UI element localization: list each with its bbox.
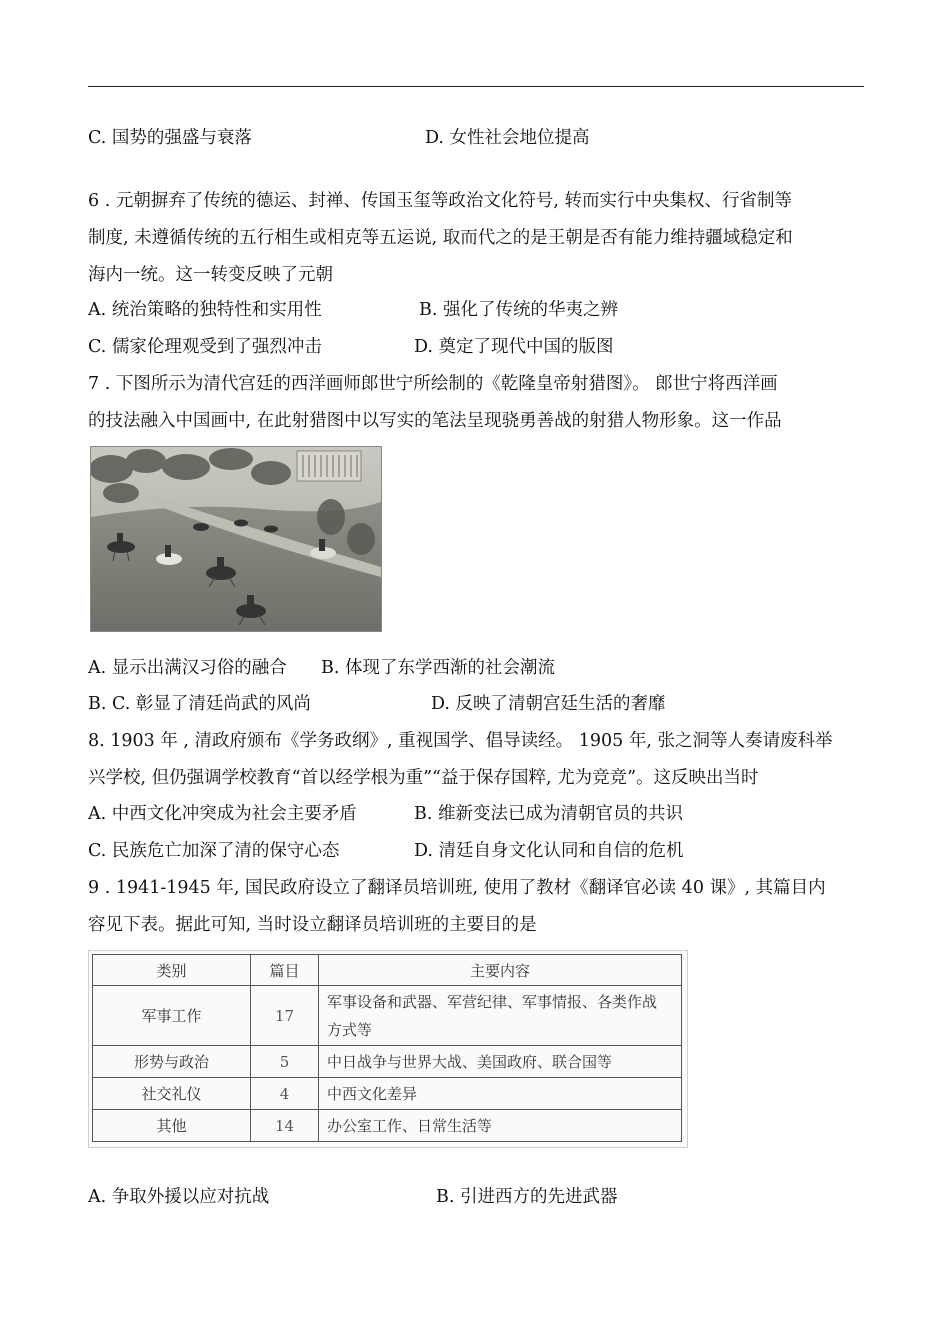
table-cell-content: 办公室工作、日常生活等	[319, 1110, 682, 1142]
table-cell-category: 其他	[93, 1110, 251, 1142]
table-cell-content	[319, 986, 682, 1046]
textbook-contents-table-image	[88, 950, 688, 1148]
table-cell-content: 中日战争与世界大战、美国政府、联合国等	[319, 1046, 682, 1078]
table-cell-content-line: 方式等	[327, 1020, 373, 1039]
q6-stem-line-2: 制度, 未遵循传统的五行相生或相克等五运说, 取而代之的是王朝是否有能力维持疆域稳定和	[88, 228, 793, 248]
q9-stem-line-1: 9 . 1941-1945 年, 国民政府设立了翻译员培训班, 使用了教材《翻译官必读 40 课》, 其篇目内	[88, 878, 826, 898]
q8-stem-line-1: 8. 1903 年 , 清政府颁布《学务政纲》, 重视国学、倡导读经。 1905 年, 张之洞等人奏请废科举	[88, 731, 833, 751]
table-row	[93, 986, 682, 1046]
table-cell-count: 4	[251, 1078, 319, 1110]
table-row	[93, 1078, 682, 1110]
q5-option-c: C. 国势的强盛与衰落	[88, 128, 252, 148]
table-row	[93, 1110, 682, 1142]
q6-stem-line-1: 6 . 元朝摒弃了传统的德运、封禅、传国玉玺等政治文化符号, 转而实行中央集权、行省制等	[88, 191, 792, 211]
q7-option-d: D. 反映了清朝宫廷生活的奢靡	[431, 694, 666, 714]
table-row	[93, 1046, 682, 1078]
q8-option-a: A. 中西文化冲突成为社会主要矛盾	[88, 804, 357, 824]
q6-stem-line-3: 海内一统。这一转变反映了元朝	[88, 265, 333, 285]
q8-option-b: B. 维新变法已成为清朝官员的共识	[414, 804, 683, 824]
q6-option-b: B. 强化了传统的华夷之辨	[419, 300, 618, 320]
table-cell-content: 中西文化差异	[319, 1078, 682, 1110]
painting-illustration	[91, 447, 381, 631]
table-cell-category: 军事工作	[93, 986, 251, 1046]
q6-option-d: D. 奠定了现代中国的版图	[414, 337, 614, 357]
q9-option-a: A. 争取外援以应对抗战	[88, 1187, 270, 1207]
textbook-contents-table	[92, 954, 682, 1142]
q8-option-d: D. 清廷自身文化认同和自信的危机	[414, 841, 684, 861]
q8-option-c: C. 民族危亡加深了清的保守心态	[88, 841, 340, 861]
table-cell-category: 形势与政治	[93, 1046, 251, 1078]
q7-option-bc: B. C. 彰显了清廷尚武的风尚	[88, 694, 311, 714]
table-cell-category: 社交礼仪	[93, 1078, 251, 1110]
q7-stem-line-2: 的技法融入中国画中, 在此射猎图中以写实的笔法呈现骁勇善战的射猎人物形象。这一作品	[88, 411, 782, 431]
table-cell-count: 17	[251, 986, 319, 1046]
q5-option-d: D. 女性社会地位提高	[425, 128, 590, 148]
q9-stem-line-2: 容见下表。据此可知, 当时设立翻译员培训班的主要目的是	[88, 915, 537, 935]
header-rule	[88, 86, 864, 87]
q9-option-b: B. 引进西方的先进武器	[436, 1187, 618, 1207]
table-cell-count: 14	[251, 1110, 319, 1142]
table-header: 篇目	[251, 955, 319, 986]
table-cell-count: 5	[251, 1046, 319, 1078]
table-cell-content-line: 军事设备和武器、军营纪律、军事情报、各类作战	[327, 992, 658, 1011]
q7-option-a: A. 显示出满汉习俗的融合	[88, 658, 287, 678]
q6-option-a: A. 统治策略的独特性和实用性	[88, 300, 322, 320]
q6-option-c: C. 儒家伦理观受到了强烈冲击	[88, 337, 322, 357]
table-header-row	[93, 955, 682, 986]
q7-option-b: B. 体现了东学西渐的社会潮流	[321, 658, 555, 678]
table-header: 类别	[93, 955, 251, 986]
q8-stem-line-2: 兴学校, 但仍强调学校教育“首以经学根为重”“益于保存国粹, 尤为竞竞”。这反映出当时	[88, 768, 759, 788]
qianlong-hunting-painting	[90, 446, 382, 632]
q7-stem-line-1: 7 . 下图所示为清代宫廷的西洋画师郎世宁所绘制的《乾隆皇帝射猎图》。 郎世宁将西洋画	[88, 374, 778, 394]
table-header: 主要内容	[319, 955, 682, 986]
